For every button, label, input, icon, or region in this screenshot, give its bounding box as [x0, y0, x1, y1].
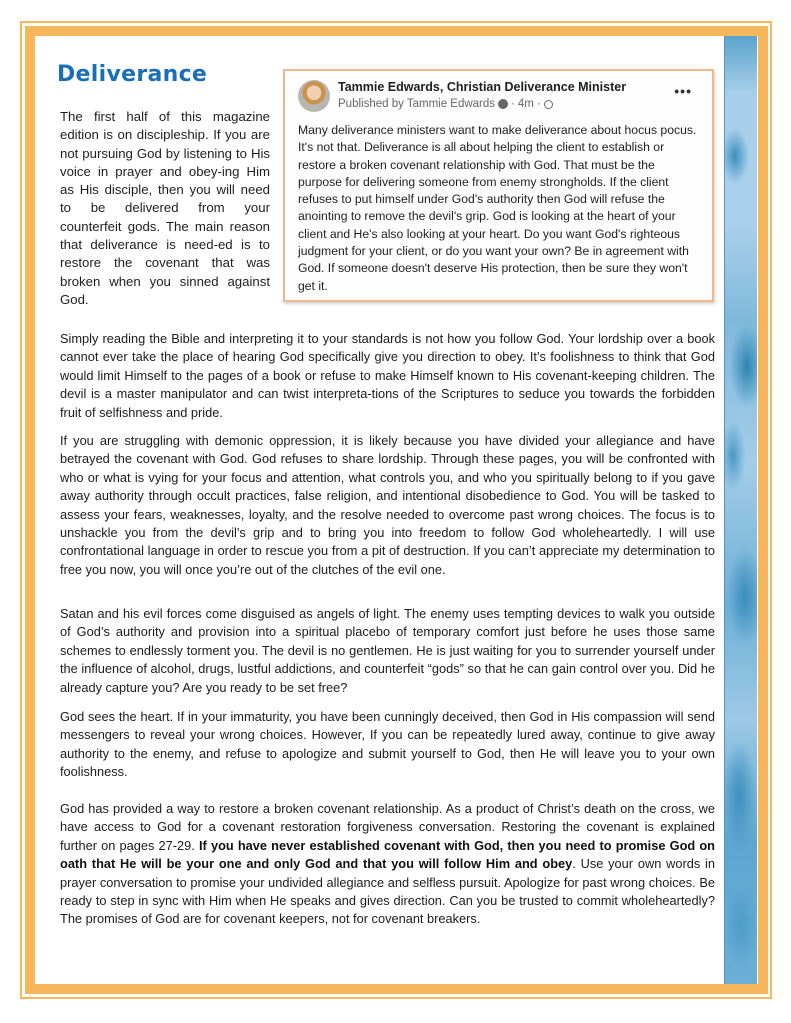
post-meta [338, 98, 553, 110]
separator: · [511, 98, 515, 110]
published-by: Published by Tammie Edwards [338, 98, 496, 110]
more-options-icon[interactable]: ••• [674, 83, 692, 99]
body-paragraph: Satan and his evil forces come disguised as angels of light. The enemy uses tempting devices to walk you outside of God’s authority and provision into a spiritual placebo of temporary comfort just before he uses those same schemes to endlessly torment you. The devil is no gentlemen. He is just waiting for you to surrender yourself under the influence of alcohol, drugs, lustful addictions, and counterfeit “gods” so that he can gain control over you. Did he already capture you? Are you ready to be set free? [60, 606, 715, 695]
post-body: Many deliverance ministers want to make deliverance about hocus pocus. It's not that. Deliverance is all about helping the client to establish or restore a broken covenant relationship with God. That must be the purpose for delivering someone from enemy strongholds. If the client refuses to put himself under God's authority then God will refuse the anointing to remove the devil's grip. God is looking at the heart of your client and He's also looking at your heart. Do you want God's righteous judgment for your client, or do you want your own? Be in agreement with God. If someone doesn't deserve His protection, then be sure they won't get it. [298, 123, 697, 293]
avatar[interactable] [298, 80, 330, 112]
final-paragraph [60, 800, 715, 929]
social-post-card [283, 69, 714, 302]
intro-paragraph: The first half of this magazine edition is on discipleship. If you are not pursuing God by listening to His voice in prayer and obey-ing Him as His disciple, then you will need to be delivered from your counterfeit gods. The main reason that deliverance is need-ed is to restore the covenant that was broken when you sinned against God. [60, 109, 270, 307]
post-time[interactable]: 4m [517, 98, 534, 110]
globe-icon [544, 100, 553, 109]
final-text-before: God has provided a way to restore a broken covenant relationship. As a product of Christ’s death on the cross, we have access to God for a covenant restoration forgiveness conversation. Restoring the covenant is explained further on pages 27-29. [60, 801, 715, 853]
final-text-after: . Use your own words in prayer conversation to promise your undivided allegiance and selfless pursuit. Apologize for past wrong choices. Be ready to step in sync with Him when He speaks and gives direction. Can you be trusted to commit wholeheartedly? The promises of God are for covenant keepers, not for covenant breakers. [60, 856, 715, 927]
decorative-water-strip [724, 36, 757, 984]
final-text-bold: If you have never established covenant with God, then you need to promise God on oath that He will be your one and only God and that you will follow Him and obey [60, 837, 715, 872]
info-icon [498, 99, 508, 109]
separator: · [536, 98, 541, 110]
body-paragraph: If you are struggling with demonic oppression, it is likely because you have divided your allegiance and have betrayed the covenant with God. God refuses to share lordship. Through these pages, you will be confronted with who or what is vying for your focus and attention, what controls you, and who you spiritually belong to if you gave away authority through occult practices, false religion, and intentional disobedience to God. You will be tasked to assess your fears, weaknesses, loyalty, and the resolve needed to overcome past wrong choices. The focus is to unshackle you from the devil’s grip and to bring you into freedom to follow God wholeheartedly. I will use confrontational language in order to rescue you from a pit of destruction. If you can’t appreciate my determination to free you now, you will once you’re out of the clutches of the evil one. [60, 433, 715, 577]
body-paragraph: Simply reading the Bible and interpreting it to your standards is not how you follow God. Your lordship over a book cannot ever take the place of hearing God specifically give you direction to obey. It’s foolishness to think that God would limit Himself to the pages of a book or refuse to make Himself known to His covenant-keeping children. The devil is a master manipulator and can twist interpreta-tions of the Scriptures to seduce you towards the forbidden fruit of selfishness and pride. [60, 331, 715, 420]
page-title: Deliverance [57, 62, 208, 87]
body-paragraph: God sees the heart. If in your immaturity, you have been cunningly deceived, then God in His compassion will send messengers to reveal your wrong choices. However, If you can be repeatedly lured away, continue to give away authority to the enemy, and refuse to apologize and submit yourself to God, then He will leave you to your own foolishness. [60, 709, 715, 780]
post-author[interactable]: Tammie Edwards, Christian Deliverance Minister [338, 80, 627, 94]
